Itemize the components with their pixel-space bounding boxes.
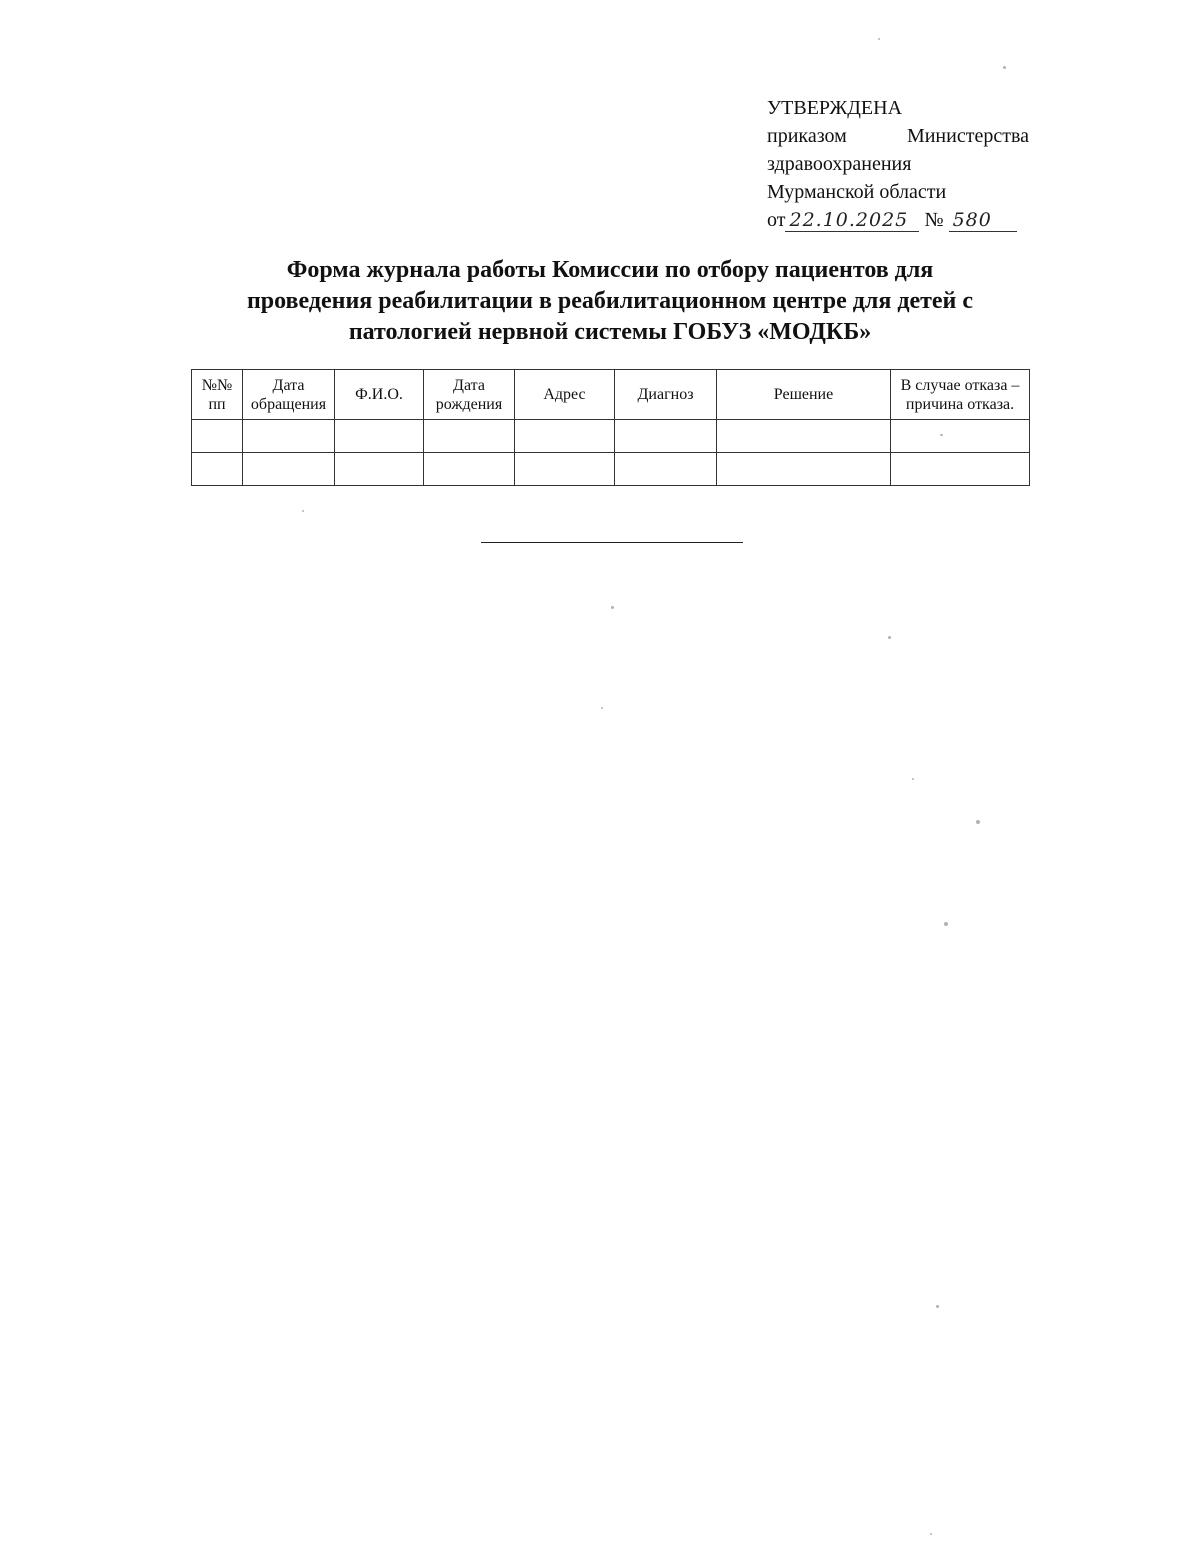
header-cell-number: №№ пп: [192, 370, 243, 420]
table-cell: [891, 453, 1030, 486]
approval-ministry-word: Министерства: [906, 125, 1029, 147]
scan-speck: [1003, 66, 1006, 69]
header-cell-refusal-reason: В случае отказа – причина отказа.: [891, 370, 1030, 420]
table-cell: [615, 420, 717, 453]
approval-heading: УТВЕРЖДЕНА: [767, 97, 903, 119]
approval-block: [767, 94, 1029, 234]
table-cell: [424, 420, 515, 453]
table-cell: [717, 420, 891, 453]
number-prefix: №: [924, 209, 944, 231]
approval-order-word: приказом: [767, 125, 847, 147]
scan-speck: [878, 38, 880, 40]
table-cell: [717, 453, 891, 486]
scan-speck: [888, 636, 891, 639]
table-row: [192, 453, 1030, 486]
table-cell: [192, 453, 243, 486]
table-cell: [243, 453, 335, 486]
header-cell-address: Адрес: [515, 370, 615, 420]
title-line-3: патологией нервной системы ГОБУЗ «МОДКБ»: [348, 319, 872, 345]
scan-speck: [912, 778, 914, 780]
scan-speck: [601, 707, 603, 709]
table-cell: [335, 420, 424, 453]
scan-speck: [944, 922, 948, 926]
scan-speck: [611, 606, 614, 609]
table-cell: [515, 453, 615, 486]
scan-speck: [936, 1305, 939, 1308]
header-cell-diagnosis: Диагноз: [615, 370, 717, 420]
header-cell-birth-date: Дата рождения: [424, 370, 515, 420]
table-cell: [192, 420, 243, 453]
header-cell-decision: Решение: [717, 370, 891, 420]
table-cell: [335, 453, 424, 486]
approval-date-number-line: [767, 206, 1029, 234]
table-cell: [243, 420, 335, 453]
table-cell: [891, 420, 1030, 453]
date-prefix: от: [767, 209, 786, 231]
approval-region-line: Мурманской области: [767, 181, 947, 203]
table-cell: [424, 453, 515, 486]
table-row: [192, 420, 1030, 453]
approval-order-line: [767, 122, 1029, 150]
scan-speck: [976, 820, 980, 824]
title-line-2: проведения реабилитации в реабилитационном центре для детей с: [246, 288, 974, 314]
scan-speck: [302, 510, 304, 512]
title-line-1: Форма журнала работы Комиссии по отбору пациентов для: [286, 257, 934, 283]
scan-speck: [930, 1533, 932, 1535]
table-header-row: [192, 370, 1030, 420]
approval-health-line: здравоохранения: [767, 153, 912, 175]
header-cell-request-date: Дата обращения: [243, 370, 335, 420]
journal-table: [191, 369, 1030, 486]
document-title: [190, 255, 1030, 348]
scan-speck: [940, 434, 943, 436]
handwritten-date: 22.10.2025: [785, 209, 919, 232]
handwritten-number: 580: [949, 209, 1017, 232]
closing-rule: [481, 542, 743, 543]
table-cell: [615, 453, 717, 486]
table-cell: [515, 420, 615, 453]
header-cell-full-name: Ф.И.О.: [335, 370, 424, 420]
